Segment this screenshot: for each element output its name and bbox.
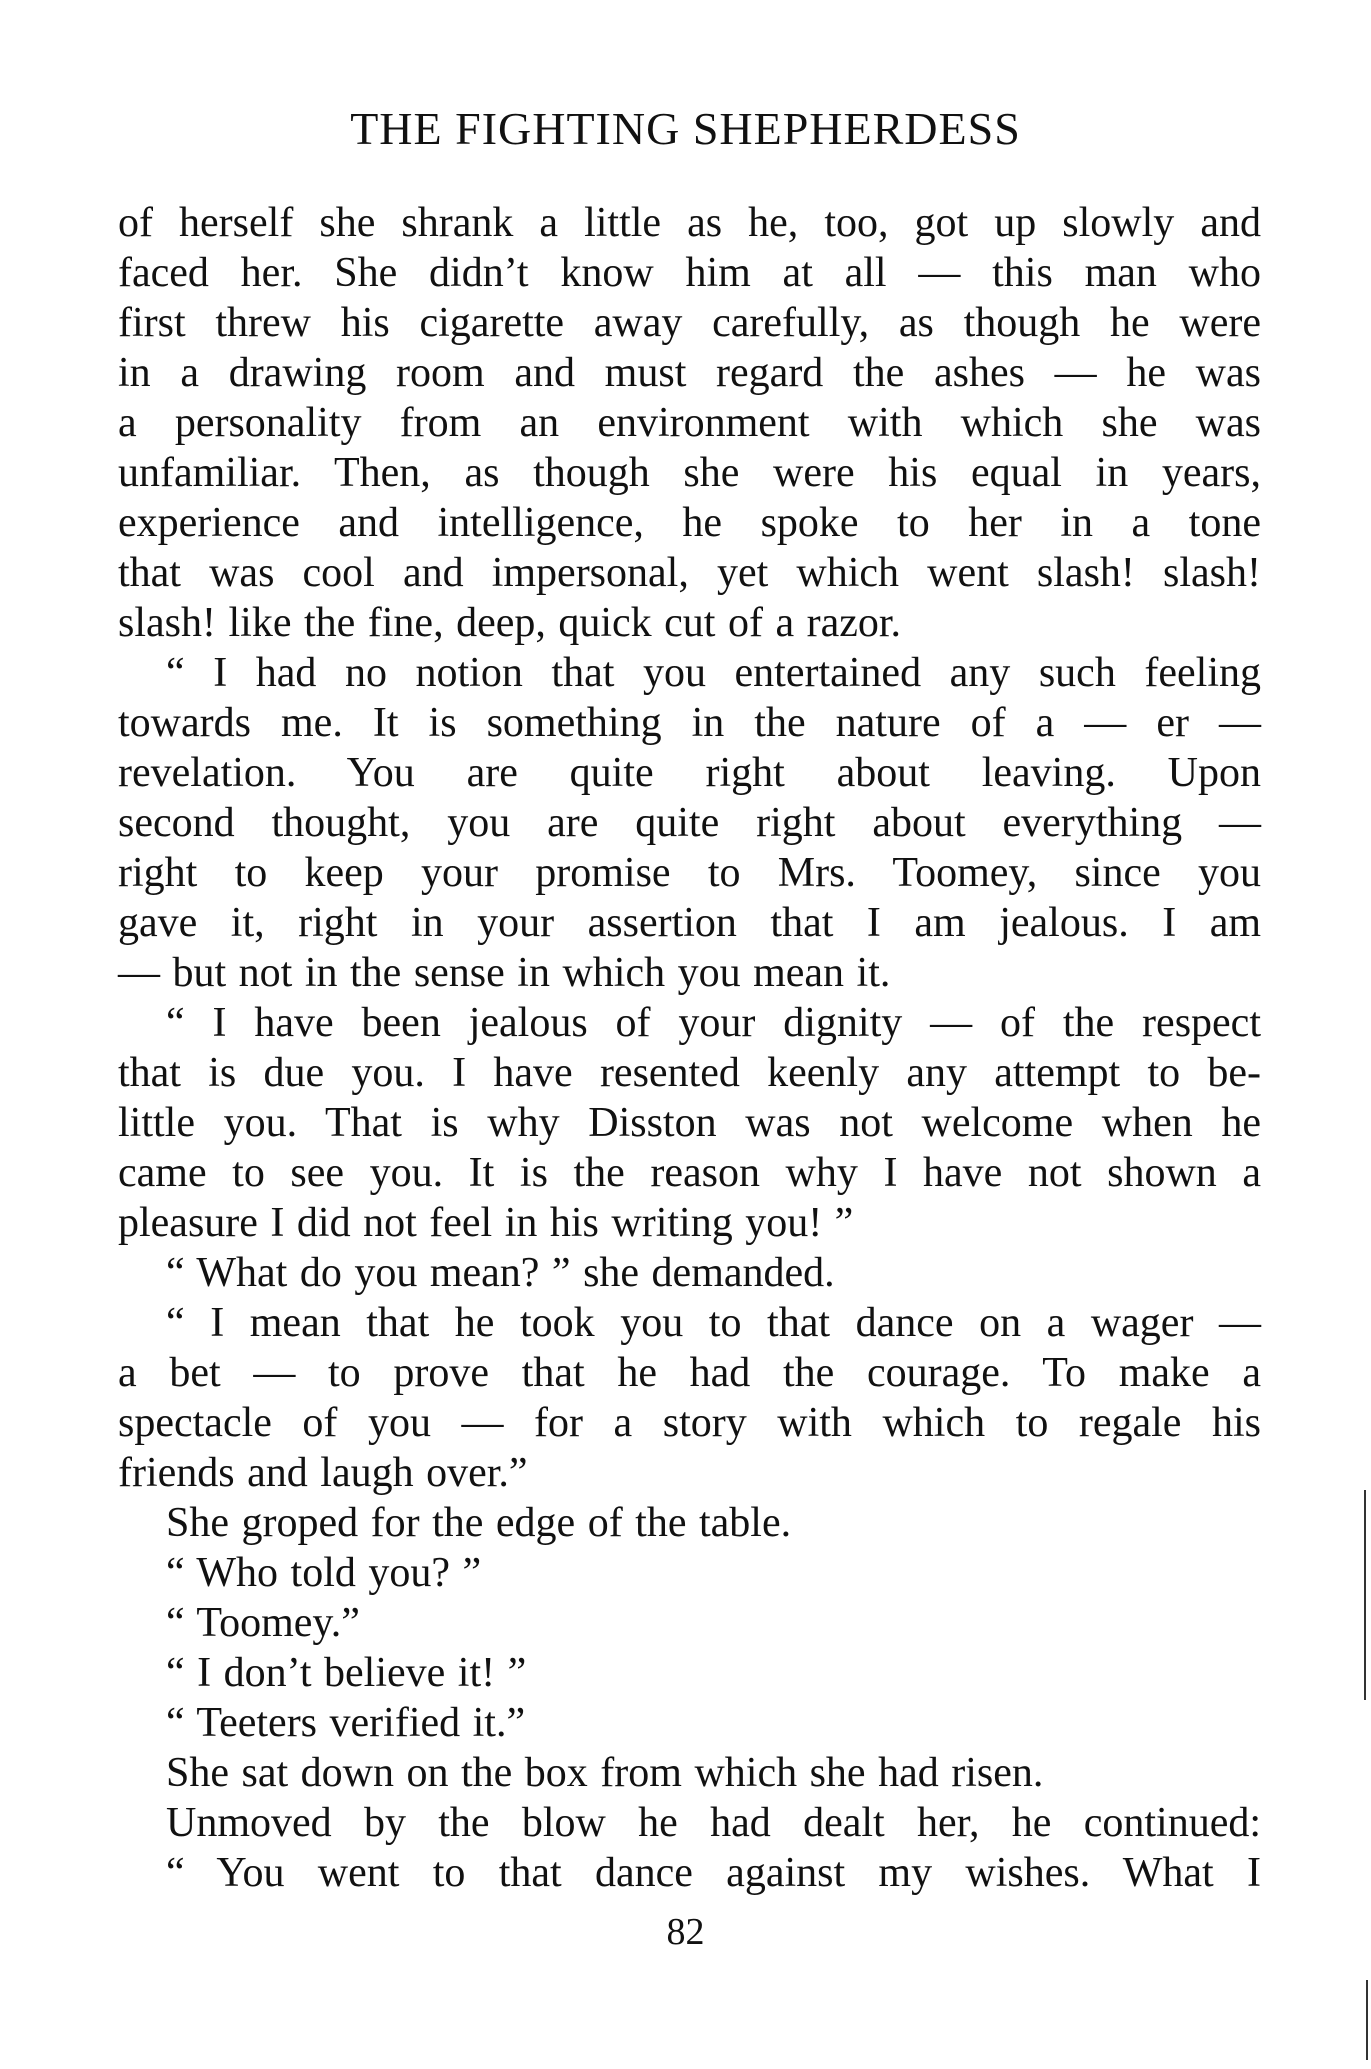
text-line: first threw his cigarette away carefully, as though he were [118,300,1261,346]
page-number: 82 [666,1911,705,1953]
text-line: “ Who told you? ” [166,1550,482,1596]
text-line: that is due you. I have resented keenly any attempt to be- [118,1050,1261,1096]
text-line: She groped for the edge of the table. [166,1500,792,1546]
text-line: unfamiliar. Then, as though she were his equal in years, [118,450,1261,496]
text-line: “ I have been jealous of your dignity — of the respect [166,1000,1261,1046]
text-line: “ I don’t believe it! ” [166,1650,527,1696]
text-line: towards me. It is something in the nature of a — er — [118,700,1261,746]
text-line: spectacle of you — for a story with which to regale his [118,1400,1261,1446]
text-line: in a drawing room and must regard the ashes — he was [118,350,1261,396]
text-line: a personality from an environment with which she was [118,400,1261,446]
text-line: came to see you. It is the reason why I have not shown a [118,1150,1261,1196]
text-line: “ Toomey.” [166,1600,360,1646]
text-line: “ I mean that he took you to that dance on a wager — [166,1300,1261,1346]
text-line: friends and laugh over.” [118,1450,528,1496]
text-line: little you. That is why Disston was not welcome when he [118,1100,1261,1146]
text-line: revelation. You are quite right about leaving. Upon [118,750,1261,796]
text-line: “ Teeters verified it.” [166,1700,526,1746]
text-line: gave it, right in your assertion that I am jealous. I am [118,900,1261,946]
text-line: “ You went to that dance against my wishes. What I [166,1850,1261,1896]
body-text [118,198,1261,1898]
scan-edge-mark [1364,1490,1366,1700]
scan-edge-mark [1366,1980,1368,2060]
text-line: “ What do you mean? ” she demanded. [166,1250,835,1296]
text-line: second thought, you are quite right about everything — [118,800,1261,846]
running-head: THE FIGHTING SHEPHERDESS [350,103,1021,154]
text-line: pleasure I did not feel in his writing you! ” [118,1200,854,1246]
text-line: — but not in the sense in which you mean it. [118,950,891,996]
text-line: a bet — to prove that he had the courage. To make a [118,1350,1261,1396]
text-line: right to keep your promise to Mrs. Toomey, since you [118,850,1261,896]
text-line: “ I had no notion that you entertained any such feeling [166,650,1261,696]
text-line: of herself she shrank a little as he, too, got up slowly and [118,200,1261,246]
text-line: experience and intelligence, he spoke to her in a tone [118,500,1261,546]
text-line: slash! like the fine, deep, quick cut of a razor. [118,600,902,646]
text-line: faced her. She didn’t know him at all — this man who [118,250,1261,296]
text-line: Unmoved by the blow he had dealt her, he continued: [166,1800,1261,1846]
text-line: that was cool and impersonal, yet which went slash! slash! [118,550,1261,596]
text-line: She sat down on the box from which she had risen. [166,1750,1044,1796]
